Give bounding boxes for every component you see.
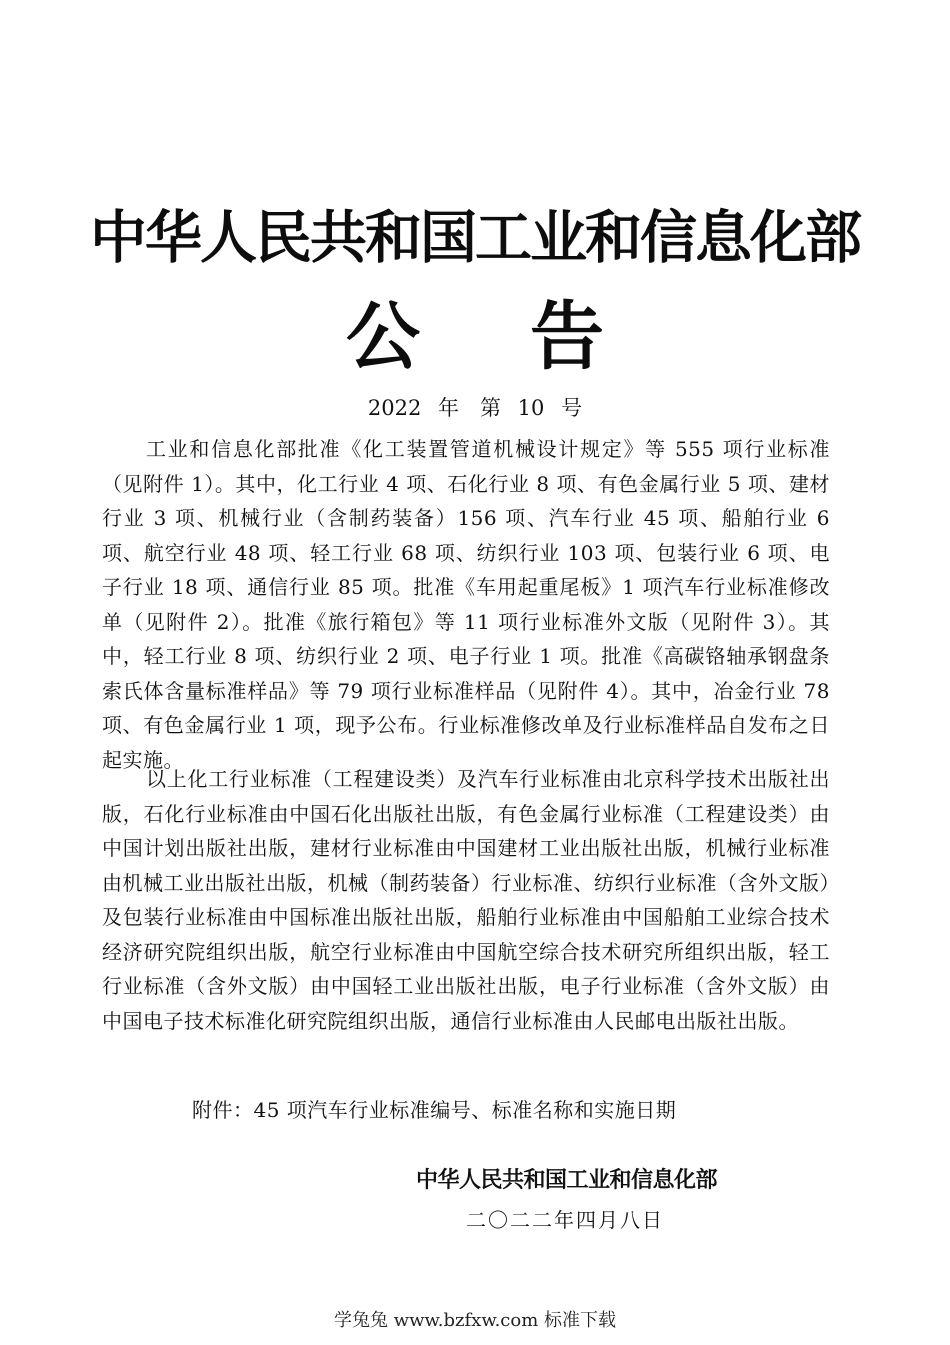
- attachment-note: 附件：45 项汽车行业标准编号、标准名称和实施日期: [192, 1098, 677, 1122]
- body-paragraph-1: 工业和信息化部批准《化工装置管道机械设计规定》等 555 项行业标准（见附件 1）。其中，化工行业 4 项、石化行业 8 项、有色金属行业 5 项、建材行业 3 项、机械行业（含制药装备）156 项、汽车行业 45 项、船舶行业 6 项、航空行业 48 项、轻工行业 68 项、纺织行业 103 项、包装行业 6 项、电子行业 18 项、通信行业 85 项。批准《车用起重尾板》1 项汽车行业标准修改单（见附件 2）。批准《旅行箱包》等 11 项行业标准外文版（见附件 3）。其中，轻工行业 8 项、纺织行业 2 项、电子行业 1 项。批准《高碳铬轴承钢盘条索氏体含量标准样品》等 79 项行业标准样品（见附件 4）。其中，冶金行业 78 项、有色金属行业 1 项，现予公布。行业标准修改单及行业标准样品自发布之日起实施。: [102, 437, 830, 772]
- document-number: 2022 年 第 10 号: [367, 396, 583, 420]
- ministry-title: 中华人民共和国工业和信息化部: [90, 205, 860, 271]
- body-paragraph-2: 以上化工行业标准（工程建设类）及汽车行业标准由北京科学技术出版社出版，石化行业标准由中国石化出版社出版，有色金属行业标准（工程建设类）由中国计划出版社出版，建材行业标准由中国建材工业出版社出版，机械行业标准由机械工业出版社出版，机械（制药装备）行业标准、纺织行业标准（含外文版）及包装行业标准由中国标准出版社出版，船舶行业标准由中国船舶工业综合技术经济研究院组织出版，航空行业标准由中国航空综合技术研究所组织出版，轻工行业标准（含外文版）由中国轻工业出版社出版，电子行业标准（含外文版）由中国电子技术标准化研究院组织出版，通信行业标准由人民邮电出版社出版。: [102, 767, 830, 1033]
- signature-date: 二〇二二年四月八日: [466, 1208, 664, 1232]
- site-watermark: 学兔兔 www.bzfxw.com 标准下载: [333, 1310, 617, 1331]
- signature-organization: 中华人民共和国工业和信息化部: [416, 1168, 718, 1193]
- document-type-heading: 公告: [346, 294, 714, 380]
